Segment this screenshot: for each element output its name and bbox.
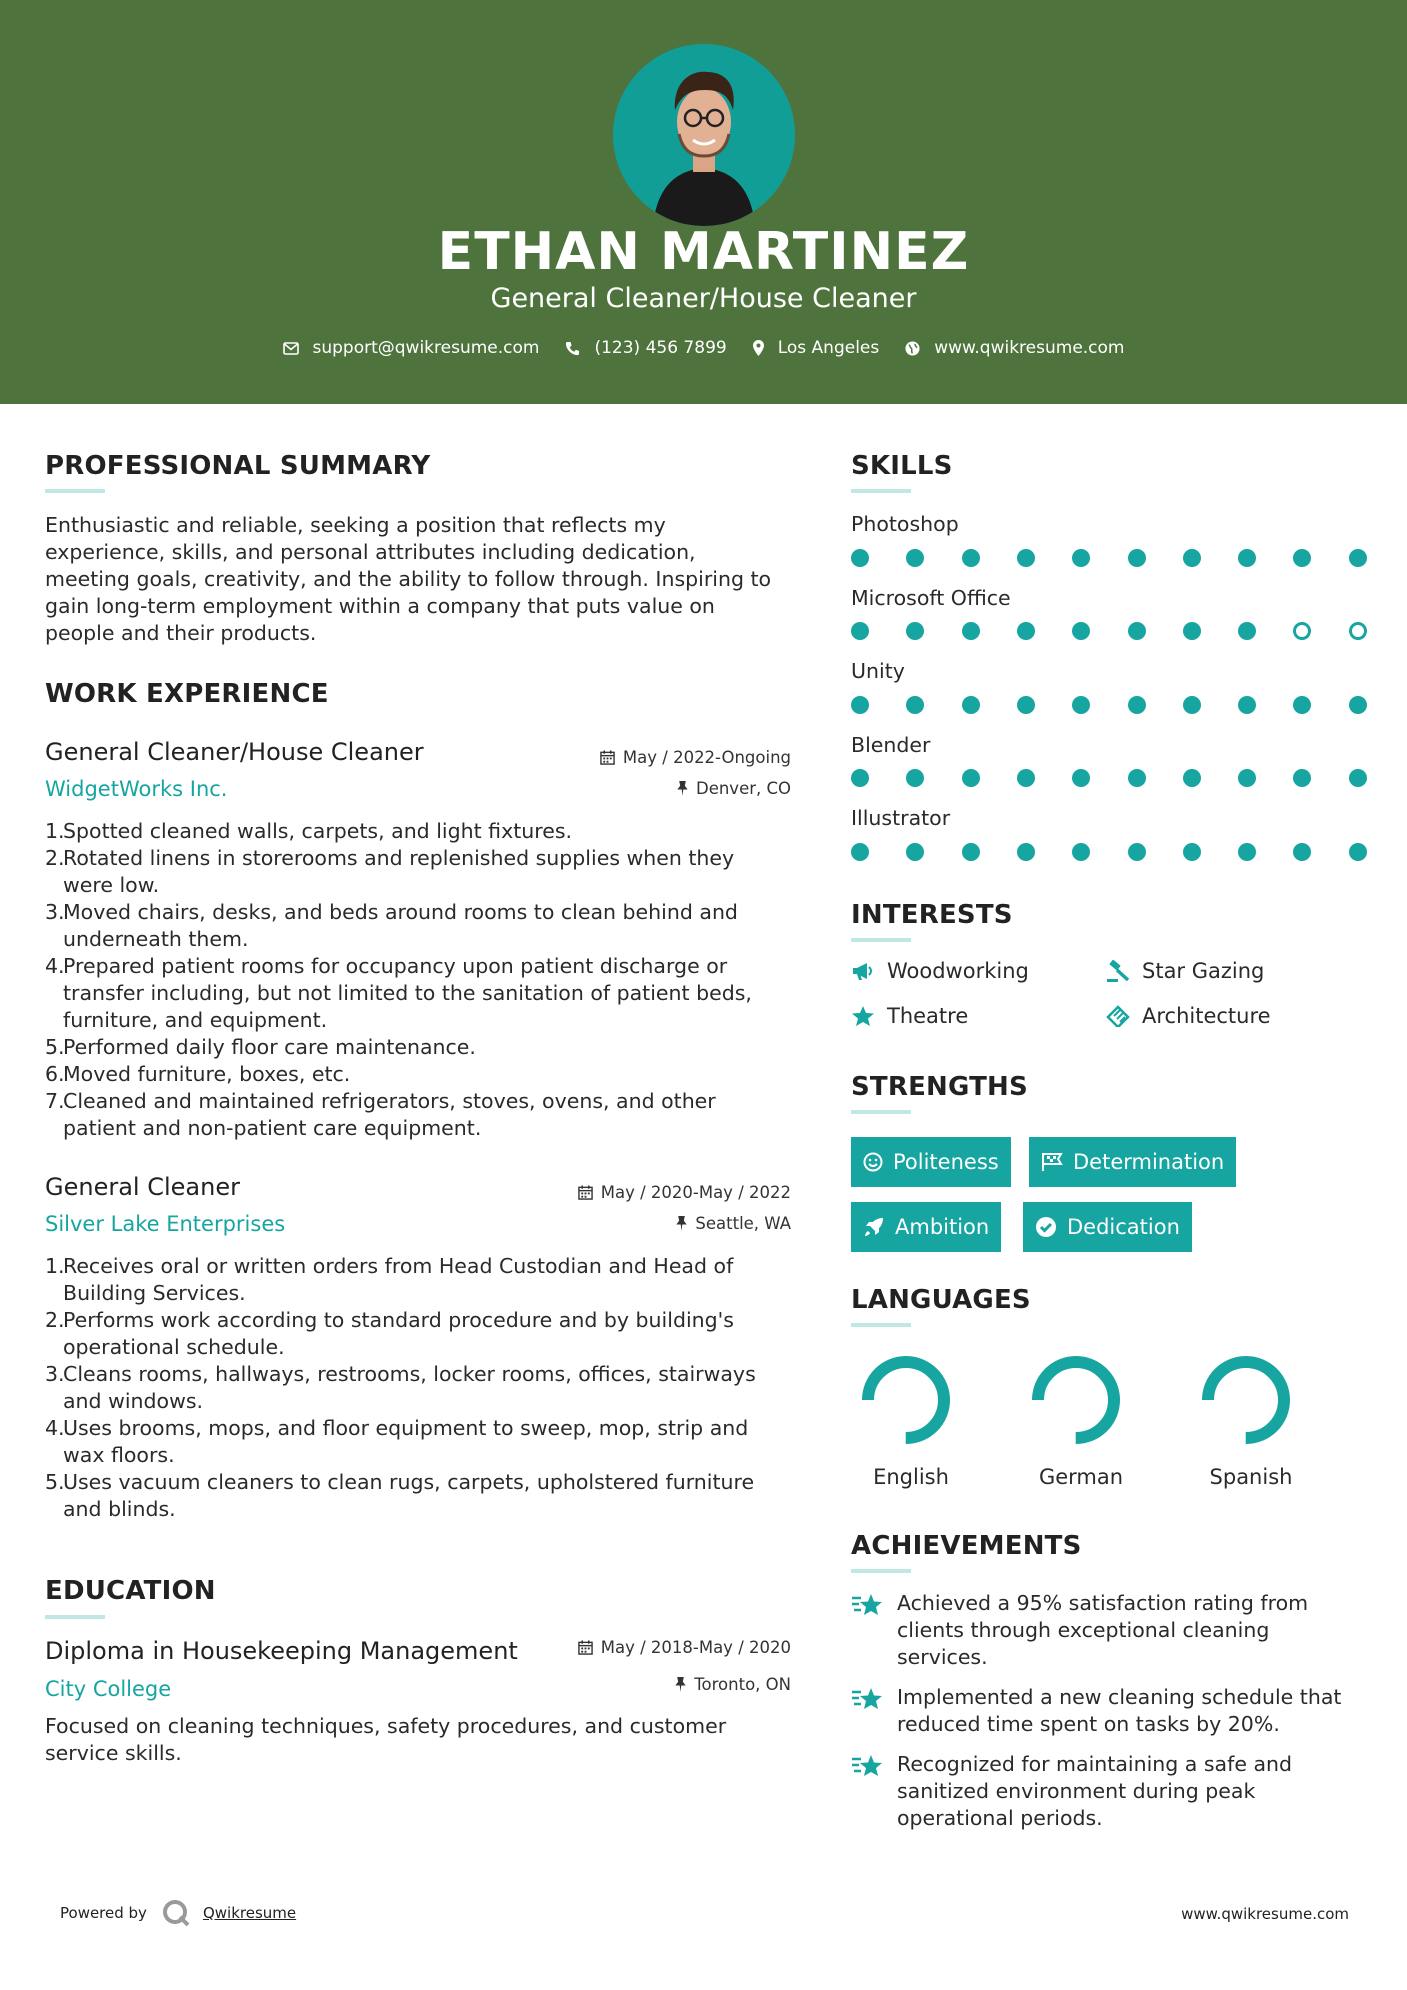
skill-dot-filled [851, 769, 869, 787]
shooting-star-icon [851, 1592, 885, 1618]
achievement-text: Achieved a 95% satisfaction rating from clients through exceptional cleaning services. [897, 1591, 1309, 1669]
skill-dot-filled [1293, 696, 1311, 714]
calendar-icon [578, 1640, 593, 1655]
strength-label: Ambition [895, 1215, 990, 1239]
contact-website-text: www.qwikresume.com [934, 338, 1125, 358]
interest-label: Architecture [1142, 1004, 1271, 1028]
summary-line: meeting goals, creativity, and the ability to follow through. Inspiring to [45, 567, 772, 591]
job-dates [578, 1183, 791, 1202]
footer-brand-link[interactable]: Qwikresume [202, 1904, 297, 1922]
strength-label: Politeness [893, 1150, 999, 1174]
summary-line: gain long-term employment within a company that puts value on [45, 594, 715, 618]
skill-rating [851, 622, 1365, 642]
skill-dot-filled [1072, 696, 1090, 714]
skill-dot-filled [1238, 843, 1256, 861]
job-company[interactable]: WidgetWorks Inc. [45, 777, 228, 801]
skills-heading: SKILLS [851, 451, 953, 481]
envelope-icon [283, 342, 299, 355]
skill-dot-filled [1293, 549, 1311, 567]
candidate-title: General Cleaner/House Cleaner [490, 283, 917, 314]
skill-rating [851, 843, 1365, 863]
contact-location [753, 338, 880, 358]
person-avatar-icon [613, 44, 795, 226]
skill-label: Unity [851, 659, 905, 683]
skill-dot-filled [962, 769, 980, 787]
education-line: Focused on cleaning techniques, safety procedures, and customer [45, 1714, 727, 1738]
strength-badge [851, 1137, 1011, 1187]
strengths-underline [851, 1110, 911, 1114]
contact-website[interactable] [905, 338, 1124, 358]
list-item: 5. Uses vacuum cleaners to clean rugs, carpets, upholstered furniture and blinds. [45, 1470, 755, 1521]
skill-dot-filled [1072, 843, 1090, 861]
skill-dot-filled [1238, 769, 1256, 787]
skill-dot-filled [1183, 696, 1201, 714]
list-item: 1. Receives oral or written orders from Head Custodian and Head of Building Services. [45, 1254, 734, 1305]
list-item: 4. Prepared patient rooms for occupancy upon patient discharge or transfer including, but not limited to the sanitation of patient beds, furniture, and equipment. [45, 954, 752, 1032]
interest-item [1106, 959, 1264, 983]
skill-label: Microsoft Office [851, 586, 1011, 610]
skill-dot-filled [1293, 843, 1311, 861]
education-underline [45, 1615, 105, 1619]
contact-location-text: Los Angeles [777, 338, 880, 358]
check-circle-icon [1035, 1216, 1057, 1238]
skill-dot-filled [906, 622, 924, 640]
skill-dot-filled [1349, 549, 1367, 567]
education-dates [578, 1638, 791, 1657]
education-location-text: Toronto, ON [694, 1675, 791, 1694]
ticket-icon [1106, 1005, 1130, 1027]
job-location [677, 779, 791, 798]
achievement-text: Implemented a new cleaning schedule that reduced time spent on tasks by 20%. [897, 1685, 1342, 1736]
skill-dot-filled [1183, 769, 1201, 787]
list-item: 4. Uses brooms, mops, and floor equipment to sweep, mop, strip and wax floors. [45, 1416, 749, 1467]
skill-dot-filled [1128, 622, 1146, 640]
list-item: 2. Rotated linens in storerooms and replenished supplies when they were low. [45, 846, 735, 897]
skill-dot-empty [1293, 622, 1311, 640]
summary-heading: PROFESSIONAL SUMMARY [45, 451, 431, 481]
skill-dot-filled [1293, 769, 1311, 787]
globe-icon [905, 341, 920, 356]
interest-item [851, 1004, 968, 1028]
skill-dot-filled [851, 622, 869, 640]
list-item: 5. Performed daily floor care maintenance. [45, 1035, 476, 1059]
skill-dot-filled [1017, 696, 1035, 714]
achievement-item [851, 1684, 1371, 1738]
star-icon [851, 1005, 875, 1027]
skill-dot-filled [1128, 696, 1146, 714]
skill-dot-filled [906, 843, 924, 861]
qwikresume-logo-icon [161, 1898, 191, 1928]
skill-dot-filled [1349, 769, 1367, 787]
skill-dot-filled [1128, 843, 1146, 861]
language-label: German [1038, 1465, 1124, 1489]
skill-dot-filled [962, 622, 980, 640]
flag-icon [1041, 1152, 1063, 1172]
summary-line: people and their products. [45, 621, 317, 645]
summary-underline [45, 489, 105, 493]
skill-dot-filled [962, 549, 980, 567]
profile-photo [613, 44, 795, 226]
skill-rating [851, 696, 1365, 716]
education-description [45, 1713, 805, 1767]
achievement-item [851, 1751, 1371, 1832]
summary-line: experience, skills, and personal attributes including dedication, [45, 540, 696, 564]
interest-item [1106, 1004, 1271, 1028]
skill-dot-empty [1349, 622, 1367, 640]
map-marker-icon [753, 340, 764, 356]
job-dates-text: May / 2020-May / 2022 [600, 1183, 791, 1202]
languages-heading: LANGUAGES [851, 1285, 1031, 1315]
skill-label: Illustrator [851, 806, 951, 830]
job-location-text: Denver, CO [695, 779, 791, 798]
interest-label: Star Gazing [1142, 959, 1265, 983]
job-duties [45, 1253, 805, 1523]
calendar-icon [578, 1185, 593, 1200]
gavel-icon [1106, 960, 1130, 982]
skill-dot-filled [1128, 769, 1146, 787]
education-school[interactable]: City College [45, 1677, 172, 1701]
list-item: 3. Moved chairs, desks, and beds around rooms to clean behind and underneath them. [45, 900, 738, 951]
footer-powered-by [60, 1898, 296, 1928]
job-company[interactable]: Silver Lake Enterprises [45, 1212, 286, 1236]
language-label: English [873, 1465, 949, 1489]
job-title: General Cleaner [45, 1173, 240, 1201]
achievements-heading: ACHIEVEMENTS [851, 1531, 1082, 1561]
education-line: service skills. [45, 1741, 182, 1765]
pushpin-icon [676, 1216, 687, 1231]
skill-dot-filled [1183, 622, 1201, 640]
skill-dot-filled [1072, 622, 1090, 640]
job-title: General Cleaner/House Cleaner [45, 738, 424, 766]
skill-dot-filled [1072, 769, 1090, 787]
achievements-underline [851, 1569, 911, 1573]
interest-item [851, 959, 1029, 983]
footer-website-link[interactable]: www.qwikresume.com [1181, 1905, 1349, 1923]
phone-icon [565, 341, 580, 356]
experience-heading: WORK EXPERIENCE [45, 679, 329, 709]
language-label: Spanish [1209, 1465, 1293, 1489]
education-heading: EDUCATION [45, 1576, 216, 1606]
skill-rating [851, 769, 1365, 789]
contact-phone-text: (123) 456 7899 [594, 338, 727, 358]
job-location [676, 1214, 791, 1233]
skill-dot-filled [906, 696, 924, 714]
skill-dot-filled [1017, 622, 1035, 640]
education-dates-text: May / 2018-May / 2020 [600, 1638, 791, 1657]
skill-dot-filled [962, 696, 980, 714]
strength-badge [1023, 1202, 1192, 1252]
skill-dot-filled [1238, 622, 1256, 640]
language-gauge [856, 1350, 956, 1450]
skill-dot-filled [1238, 696, 1256, 714]
education-degree: Diploma in Housekeeping Management [45, 1637, 518, 1665]
skill-dot-filled [1128, 549, 1146, 567]
skill-label: Photoshop [851, 512, 959, 536]
skill-dot-filled [851, 843, 869, 861]
job-duties [45, 818, 805, 1142]
candidate-name: ETHAN MARTINEZ [437, 222, 970, 282]
skill-dot-filled [906, 769, 924, 787]
list-item: 6. Moved furniture, boxes, etc. [45, 1062, 351, 1086]
powered-by-label: Powered by [60, 1904, 147, 1922]
skill-dot-filled [1183, 549, 1201, 567]
skill-dot-filled [1349, 843, 1367, 861]
skill-dot-filled [1072, 549, 1090, 567]
skill-dot-filled [851, 696, 869, 714]
language-gauge [1026, 1350, 1126, 1450]
language-gauge [1196, 1350, 1296, 1450]
pushpin-icon [675, 1677, 686, 1692]
skill-rating [851, 549, 1365, 569]
summary-text [45, 512, 805, 647]
strengths-heading: STRENGTHS [851, 1072, 1028, 1102]
list-item: 3. Cleans rooms, hallways, restrooms, locker rooms, offices, stairways and windows. [45, 1362, 756, 1413]
list-item: 7. Cleaned and maintained refrigerators, stoves, ovens, and other patient and non-patient care equipment. [45, 1089, 716, 1140]
skill-dot-filled [1238, 549, 1256, 567]
skill-dot-filled [1017, 843, 1035, 861]
contact-email[interactable] [283, 338, 540, 358]
skills-underline [851, 489, 911, 493]
skill-dot-filled [1017, 769, 1035, 787]
strength-label: Dedication [1067, 1215, 1180, 1239]
skill-dot-filled [906, 549, 924, 567]
languages-underline [851, 1323, 911, 1327]
interest-label: Theatre [887, 1004, 969, 1028]
skill-dot-filled [1349, 696, 1367, 714]
contact-phone[interactable] [565, 338, 726, 358]
achievement-item [851, 1590, 1371, 1671]
skill-dot-filled [962, 843, 980, 861]
skill-label: Blender [851, 733, 931, 757]
interests-heading: INTERESTS [851, 900, 1013, 930]
resume-header [0, 0, 1407, 404]
rocket-icon [863, 1216, 885, 1238]
list-item: 1. Spotted cleaned walls, carpets, and light fixtures. [45, 819, 573, 843]
calendar-icon [600, 750, 615, 765]
strength-badge [851, 1202, 1001, 1252]
pushpin-icon [677, 781, 688, 796]
skill-dot-filled [1183, 843, 1201, 861]
smile-icon [863, 1152, 883, 1172]
job-location-text: Seattle, WA [695, 1214, 791, 1233]
shooting-star-icon [851, 1753, 885, 1779]
strength-label: Determination [1073, 1150, 1225, 1174]
strength-badge [1029, 1137, 1236, 1187]
education-location [675, 1675, 791, 1694]
job-dates [600, 748, 791, 767]
skill-dot-filled [1017, 549, 1035, 567]
shooting-star-icon [851, 1686, 885, 1712]
skill-dot-filled [851, 549, 869, 567]
contact-bar [0, 338, 1407, 358]
contact-email-text: support@qwikresume.com [312, 338, 540, 358]
job-dates-text: May / 2022-Ongoing [622, 748, 791, 767]
achievement-text: Recognized for maintaining a safe and sanitized environment during peak operational periods. [897, 1752, 1293, 1830]
list-item: 2. Performs work according to standard procedure and by building's operational schedule. [45, 1308, 734, 1359]
bullhorn-icon [851, 961, 875, 981]
interests-underline [851, 938, 911, 942]
summary-line: Enthusiastic and reliable, seeking a position that reflects my [45, 513, 666, 537]
interest-label: Woodworking [887, 959, 1029, 983]
